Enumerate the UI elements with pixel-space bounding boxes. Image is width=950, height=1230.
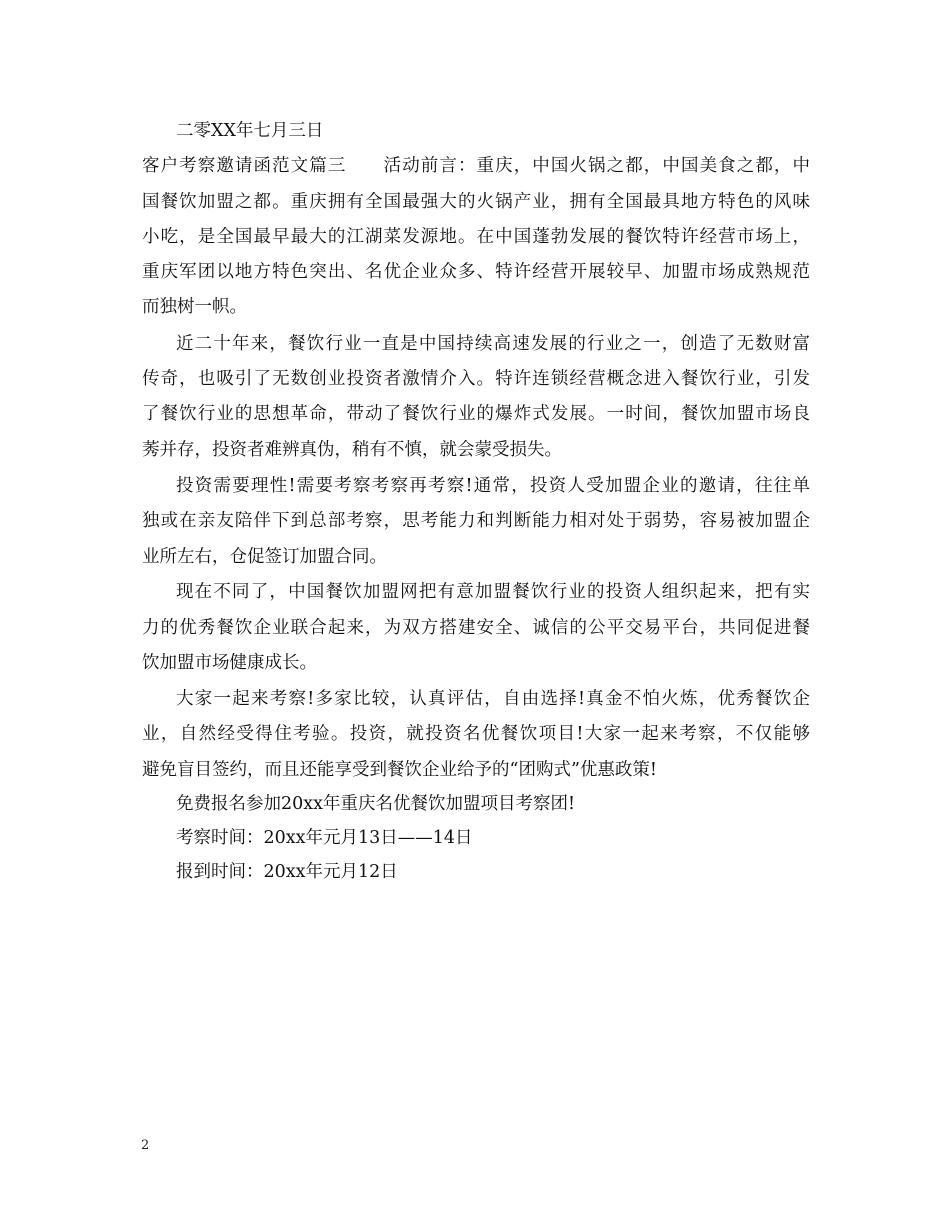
paragraph-2-line-4: 莠并存，投资者难辨真伪，稍有不慎，就会蒙受损失。 (142, 440, 562, 460)
inspection-time-line: 考察时间：20xx年元月13日——14日 (176, 828, 473, 848)
paragraph-5-line-1: 大家一起来考察!多家比较，认真评估，自由选择!真金不怕火炼，优秀餐饮企 (176, 689, 810, 709)
paragraph-3-line-2: 独或在亲友陪伴下到总部考察，思考能力和判断能力相对处于弱势，容易被加盟企 (142, 511, 810, 531)
paragraph-3-line-1: 投资需要理性!需要考察考察再考察!通常，投资人受加盟企业的邀请，往往单 (176, 476, 810, 496)
registration-line: 免费报名参加20xx年重庆名优餐饮加盟项目考察团! (176, 794, 576, 814)
check-in-time-line: 报到时间：20xx年元月12日 (176, 862, 398, 882)
paragraph-4-line-1: 现在不同了，中国餐饮加盟网把有意加盟餐饮行业的投资人组织起来，把有实 (176, 582, 810, 602)
paragraph-1-line-3: 小吃，是全国最早最大的江湖菜发源地。在中国蓬勃发展的餐饮特许经营市场上， (142, 227, 810, 247)
paragraph-1-line-1: 客户考察邀请函范文篇三 活动前言：重庆，中国火锅之都，中国美食之都，中 (142, 156, 810, 176)
paragraph-2-line-1: 近二十年来，餐饮行业一直是中国持续高速发展的行业之一，创造了无数财富 (176, 334, 810, 354)
paragraph-1-line-5: 而独树一帜。 (142, 297, 247, 317)
paragraph-1-line-4: 重庆军团以地方特色突出、名优企业众多、特许经营开展较早、加盟市场成熟规范 (142, 262, 810, 282)
paragraph-3-line-3: 业所左右，仓促签订加盟合同。 (142, 547, 387, 567)
date-line: 二零XX年七月三日 (176, 121, 324, 141)
paragraph-5-line-3: 避免盲目签约，而且还能享受到餐饮企业给予的“团购式”优惠政策! (142, 760, 657, 780)
paragraph-5-line-2: 业，自然经受得住考验。投资，就投资名优餐饮项目!大家一起来考察，不仅能够 (142, 724, 810, 744)
paragraph-4-line-2: 力的优秀餐饮企业联合起来，为双方搭建安全、诚信的公平交易平台，共同促进餐 (142, 618, 810, 638)
paragraph-1-line-2: 国餐饮加盟之都。重庆拥有全国最强大的火锅产业，拥有全国最具地方特色的风味 (142, 192, 810, 212)
paragraph-4-line-3: 饮加盟市场健康成长。 (142, 653, 317, 673)
page-number: 2 (141, 1138, 150, 1153)
paragraph-2-line-3: 了餐饮行业的思想革命，带动了餐饮行业的爆炸式发展。一时间，餐饮加盟市场良 (142, 404, 810, 424)
paragraph-2-line-2: 传奇，也吸引了无数创业投资者激情介入。特许连锁经营概念进入餐饮行业，引发 (142, 369, 810, 389)
